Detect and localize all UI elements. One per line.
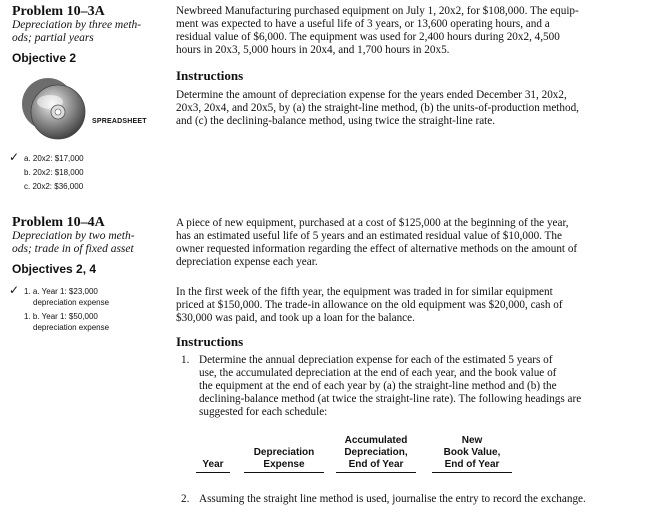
- answer-1b-detail: depreciation expense: [33, 323, 110, 332]
- text-line: In the first week of the fifth year, the equipment was traded in for similar equipment: [176, 286, 553, 298]
- spreadsheet-cd-icon: [18, 72, 88, 142]
- header-underline: [244, 472, 324, 473]
- problem-10-3a-objective: Objective 2: [12, 51, 77, 65]
- answer-a: a. 20x2: $17,000: [24, 154, 84, 163]
- checkmark-icon: ✓: [9, 283, 20, 297]
- text-line: $30,000 was paid, and took up a loan for the balance.: [176, 312, 415, 324]
- text-line: A piece of new equipment, purchased at a cost of $125,000 at the beginning of the year,: [176, 217, 569, 229]
- problem-10-4a-objectives: Objectives 2, 4: [12, 262, 97, 276]
- problem-10-3a-instructions: [176, 89, 610, 128]
- header-line: Accumulated: [344, 435, 408, 446]
- problem-10-4a-para-2: [176, 286, 610, 325]
- answer-c: c. 20x2: $36,000: [24, 182, 84, 191]
- text-line: has an estimated useful life of 5 years and an estimated residual value of $10,000. The: [176, 230, 562, 242]
- checkmark-icon: ✓: [9, 150, 20, 164]
- problem-10-4a-subtitle-1: Depreciation by two meth-: [12, 230, 135, 242]
- item-2-number: 2.: [181, 493, 190, 505]
- answer-1a: 1. a. Year 1: $23,000: [24, 287, 98, 296]
- problem-10-4a-instructions-heading: Instructions: [176, 334, 244, 349]
- text-line: priced at $150,000. The trade-in allowance on the old equipment was $20,000, cash of: [176, 299, 563, 311]
- text-line: residual value of $6,000. The equipment was used for 2,400 hours during 20x2, 4,500: [176, 31, 560, 43]
- header-line: Book Value,: [443, 447, 501, 458]
- answer-b: b. 20x2: $18,000: [24, 168, 84, 177]
- problem-10-4a-title: Problem 10–4A: [12, 215, 105, 230]
- header-line: [196, 447, 230, 459]
- spreadsheet-label: SPREADSHEET: [92, 118, 147, 125]
- text-line: use, the accumulated depreciation at the end of each year, and the book value of: [199, 367, 557, 379]
- text-line: owner requested information regarding the effect of alternative methods on the amount of: [176, 243, 578, 255]
- text-line: suggested for each schedule:: [199, 406, 328, 418]
- header-line: [244, 435, 324, 447]
- header-accumulated-depreciation: [336, 435, 416, 471]
- text-line: hours in 20x3, 5,000 hours in 20x4, and 1,700 hours in 20x5.: [176, 44, 450, 56]
- text-line: declining-balance method (at twice the straight-line rate). The following headings are: [199, 393, 582, 405]
- text-line: ment was expected to have a useful life of 3 years, or 13,600 operating hours, and a: [176, 18, 550, 30]
- text-line: Determine the annual depreciation expense for each of the estimated 5 years of: [199, 354, 553, 366]
- text-line: depreciation expense each year.: [176, 256, 318, 268]
- header-line: Depreciation: [253, 447, 315, 458]
- answer-1b: 1. b. Year 1: $50,000: [24, 312, 98, 321]
- header-line: Depreciation,: [344, 447, 408, 458]
- text-line: 20x3, 20x4, and 20x5, by (a) the straight-line method, (b) the units-of-production method,: [176, 102, 579, 114]
- header-line: End of Year: [444, 459, 500, 470]
- header-year: [196, 435, 230, 471]
- header-book-value: [432, 435, 512, 471]
- problem-10-4a-para-1: [176, 217, 610, 269]
- problem-10-3a-title: Problem 10–3A: [12, 4, 105, 19]
- problem-10-3a-body: [176, 5, 610, 57]
- item-1-text: [199, 354, 610, 419]
- header-line: New: [461, 435, 483, 446]
- header-underline: [432, 472, 512, 473]
- text-line: the equipment at the end of each year by (a) the straight-line method and (b) the: [199, 380, 557, 392]
- header-underline: [196, 472, 230, 473]
- item-2-text: Assuming the straight line method is used, journalise the entry to record the exchange.: [199, 493, 586, 505]
- header-depreciation-expense: [244, 435, 324, 471]
- text-line: Newbreed Manufacturing purchased equipment on July 1, 20x2, for $108,000. The equip-: [176, 5, 579, 17]
- item-1-number: 1.: [181, 354, 190, 366]
- problem-10-4a-subtitle-2: ods; trade in of fixed asset: [12, 243, 134, 255]
- header-underline: [336, 472, 416, 473]
- header-line: [196, 435, 230, 447]
- text-line: Determine the amount of depreciation expense for the years ended December 31, 20x2,: [176, 89, 567, 101]
- text-line: and (c) the declining-balance method, using twice the straight-line rate.: [176, 115, 496, 127]
- problem-10-3a-instructions-heading: Instructions: [176, 68, 244, 83]
- header-line: Year: [202, 459, 224, 470]
- answer-1a-detail: depreciation expense: [33, 298, 110, 307]
- problem-10-3a-subtitle-1: Depreciation by three meth-: [12, 19, 142, 31]
- header-line: Expense: [263, 459, 305, 470]
- problem-10-3a-subtitle-2: ods; partial years: [12, 32, 94, 44]
- header-line: End of Year: [348, 459, 404, 470]
